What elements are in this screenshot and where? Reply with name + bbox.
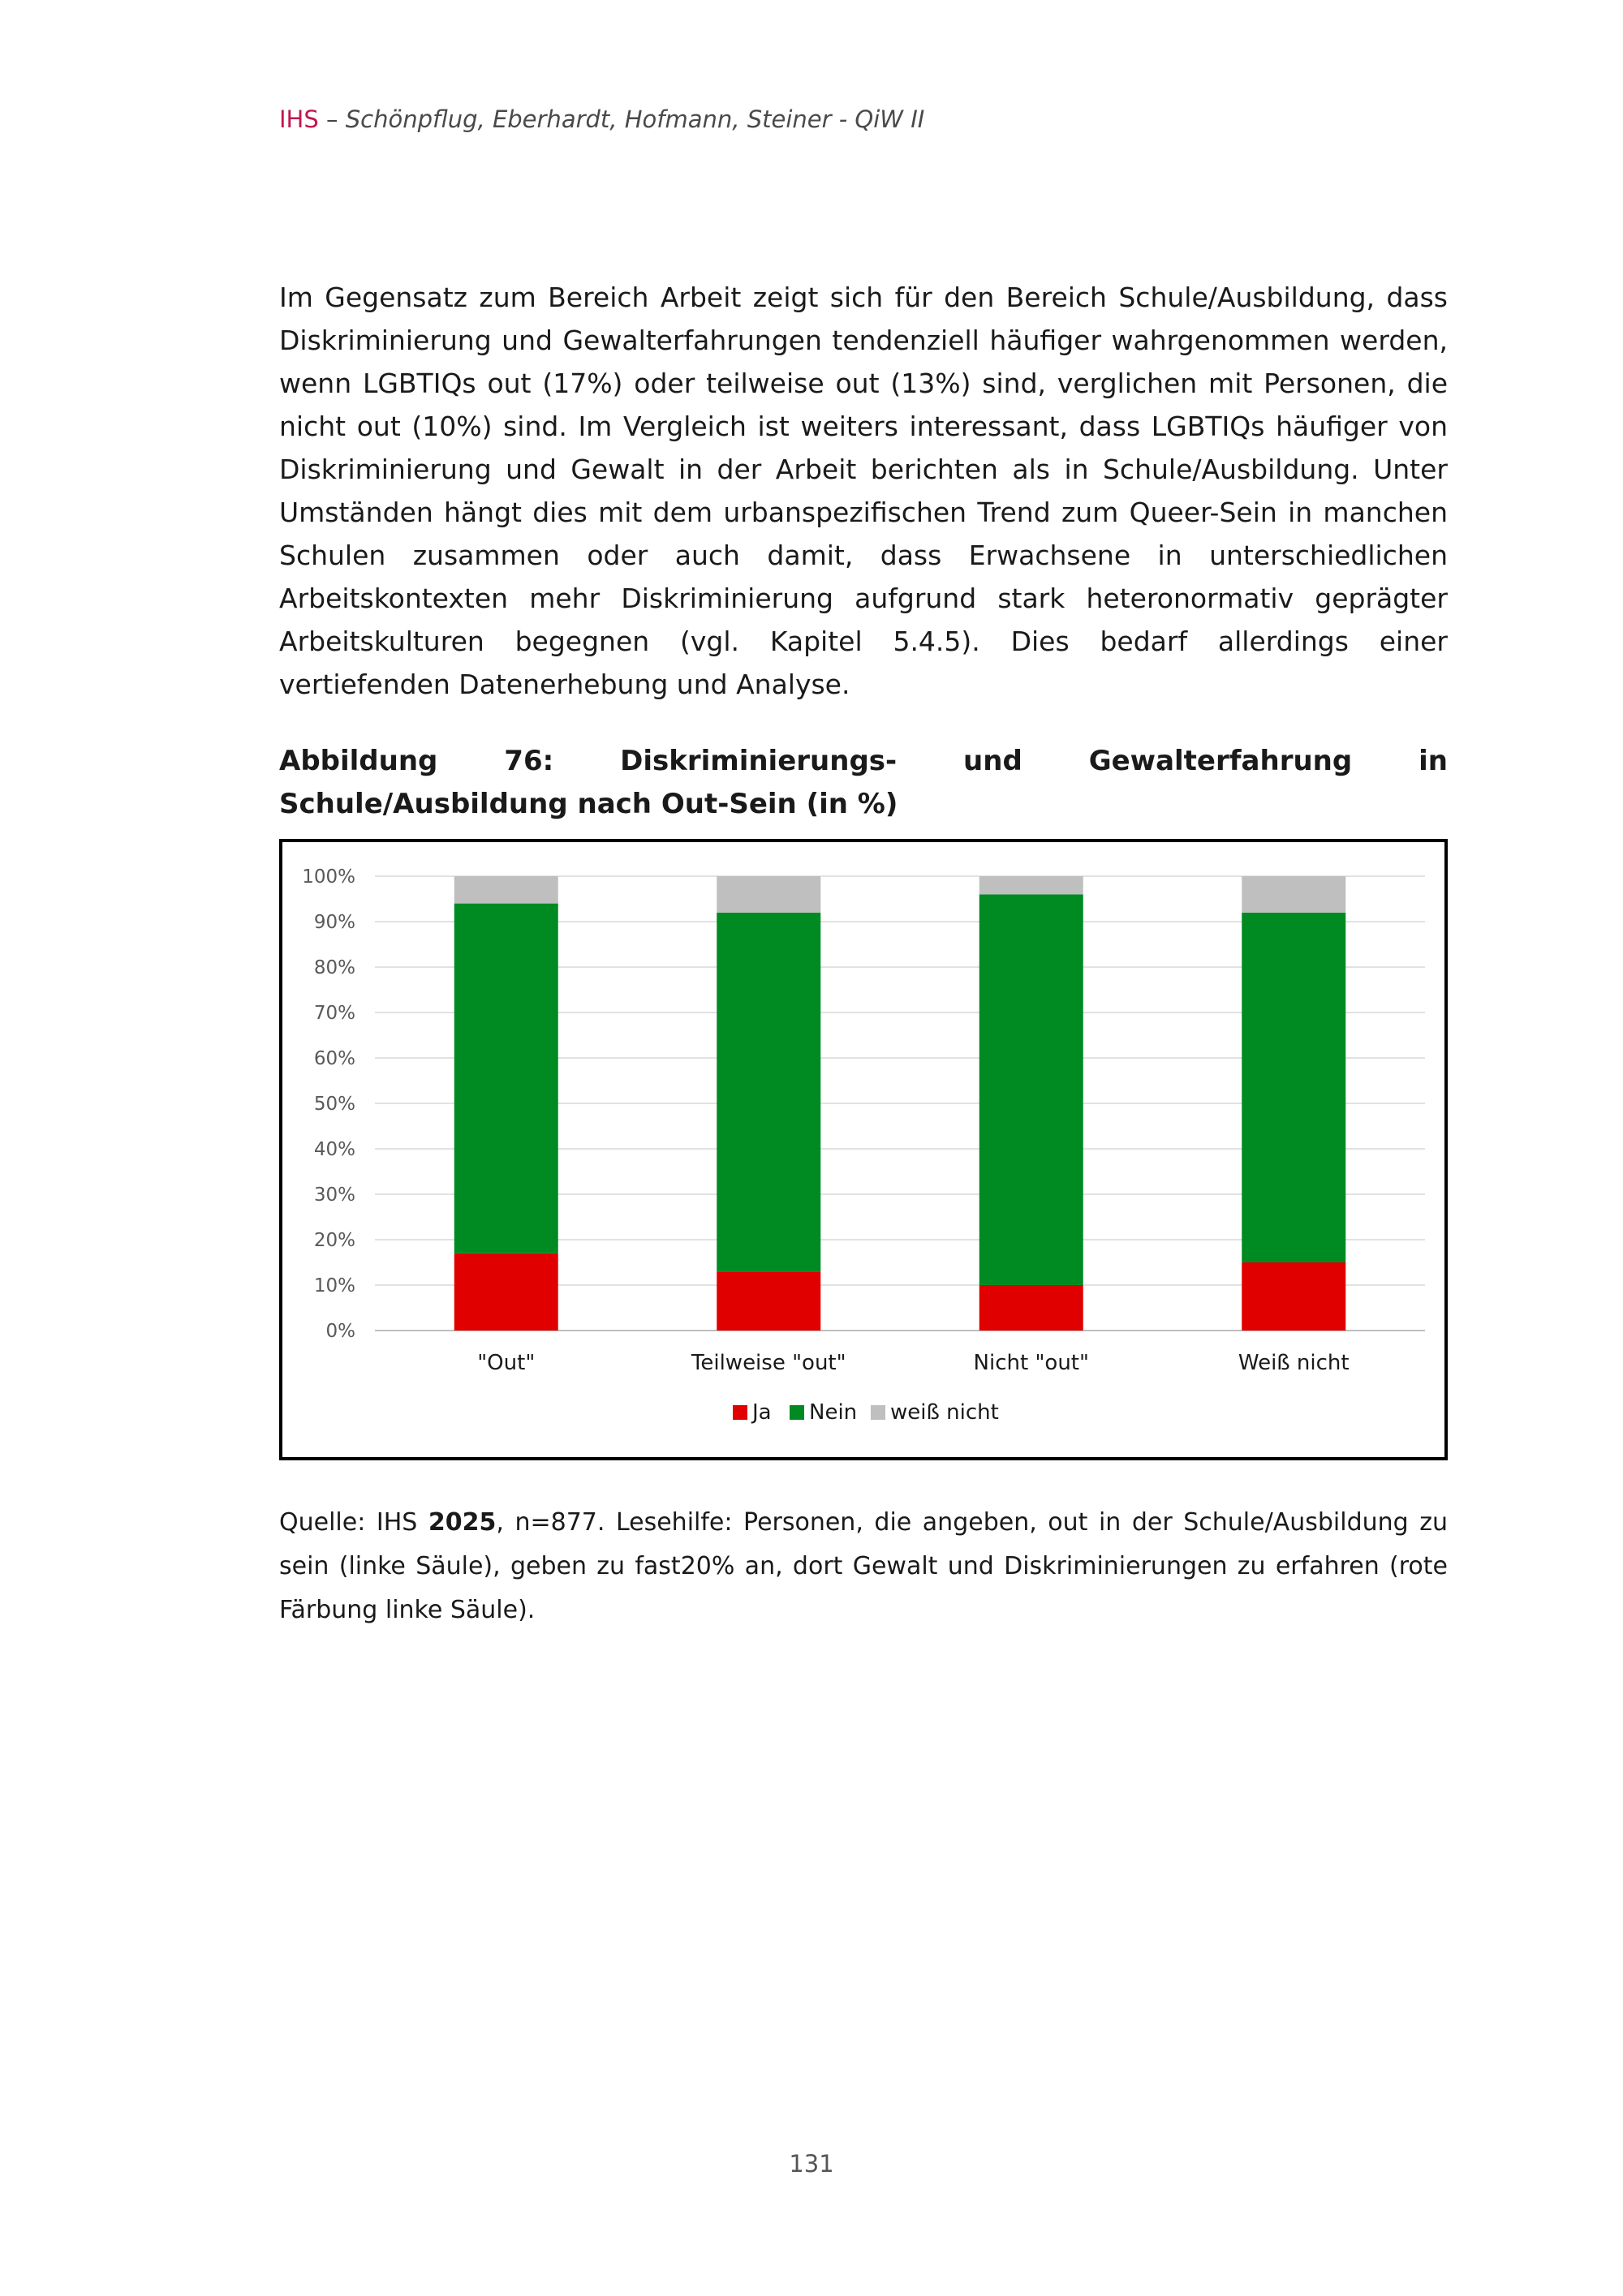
legend-label: Nein	[809, 1400, 858, 1425]
header-org: IHS	[279, 105, 319, 133]
bar-segment-weiß-nicht	[979, 876, 1083, 894]
legend-label: weiß nicht	[890, 1400, 999, 1425]
bar-segment-nein	[1242, 913, 1345, 1262]
bar-segment-ja	[979, 1285, 1083, 1331]
x-category-label: "Out"	[477, 1351, 536, 1375]
bar-segment-nein	[454, 904, 558, 1253]
y-tick-label: 100%	[302, 866, 355, 888]
bar-segment-weiß-nicht	[454, 876, 558, 904]
y-tick-label: 80%	[313, 957, 355, 978]
source-rest: , n=877. Lesehilfe: Personen, die angeben, out in der Schule/Ausbildung zu sein (linke Säule), geben zu fast20% an, dort Gewalt und Diskriminierungen zu erfahren (rote Färbung linke Säule).	[279, 1508, 1449, 1624]
bar-segment-nein	[717, 913, 820, 1271]
y-tick-label: 40%	[313, 1139, 355, 1160]
page-number: 131	[789, 2150, 834, 2178]
y-tick-label: 0%	[325, 1321, 355, 1342]
chart-frame	[279, 839, 1448, 1460]
bar-segment-ja	[717, 1271, 820, 1331]
y-tick-label: 60%	[313, 1048, 355, 1069]
bar-segment-weiß-nicht	[717, 876, 820, 913]
bar-segment-weiß-nicht	[1242, 876, 1345, 913]
x-category-label: Nicht "out"	[973, 1351, 1089, 1375]
stacked-bar-chart	[282, 842, 1451, 1464]
running-header	[279, 105, 924, 133]
y-tick-label: 30%	[313, 1185, 355, 1206]
bar-segment-ja	[1242, 1262, 1345, 1331]
header-authors: Schönpflug, Eberhardt, Hofmann, Steiner - QiW II	[345, 105, 925, 133]
x-category-label: Weiß nicht	[1238, 1351, 1350, 1375]
figure-title: Abbildung 76: Diskriminierungs- und Gewalterfahrung in Schule/Ausbildung nach Out-Sein (in %)	[279, 745, 1448, 820]
legend-swatch	[871, 1405, 885, 1420]
y-tick-label: 70%	[313, 1003, 355, 1024]
bar-segment-nein	[979, 894, 1083, 1285]
y-tick-label: 10%	[313, 1275, 355, 1296]
source-year: 2025	[428, 1508, 497, 1537]
y-tick-label: 90%	[313, 912, 355, 933]
header-separator: –	[318, 105, 346, 133]
body-paragraph: Im Gegensatz zum Bereich Arbeit zeigt sich für den Bereich Schule/Ausbildung, dass Diskriminierung und Gewalterfahrungen tendenziell häufiger wahrgenommen werden, wenn LGBTIQs out (17%) oder teilweise out (13%) sind, verglichen mit Personen, die nicht out (10%) sind. Im Vergleich ist weiters interessant, dass LGBTIQs häufiger von Diskriminierung und Gewalt in der Arbeit berichten als in Schule/Ausbildung. Unter Umständen hängt dies mit dem urbanspezifischen Trend zum Queer-Sein in manchen Schulen zusammen oder auch damit, dass Erwachsene in unterschiedlichen Arbeitskontexten mehr Diskriminierung aufgrund stark heteronormativ geprägter Arbeitskulturen begegnen (vgl. Kapitel 5.4.5). Dies bedarf allerdings einer vertiefenden Datenerhebung und Analyse.	[279, 282, 1448, 700]
x-category-label: Teilweise "out"	[691, 1351, 846, 1375]
legend-swatch	[733, 1405, 747, 1420]
y-tick-label: 20%	[313, 1230, 355, 1251]
source-prefix: Quelle: IHS	[279, 1508, 428, 1537]
legend-swatch	[790, 1405, 804, 1420]
legend-label: Ja	[752, 1400, 772, 1425]
figure-source	[279, 1501, 1448, 1632]
bar-segment-ja	[454, 1253, 558, 1331]
y-tick-label: 50%	[313, 1094, 355, 1115]
